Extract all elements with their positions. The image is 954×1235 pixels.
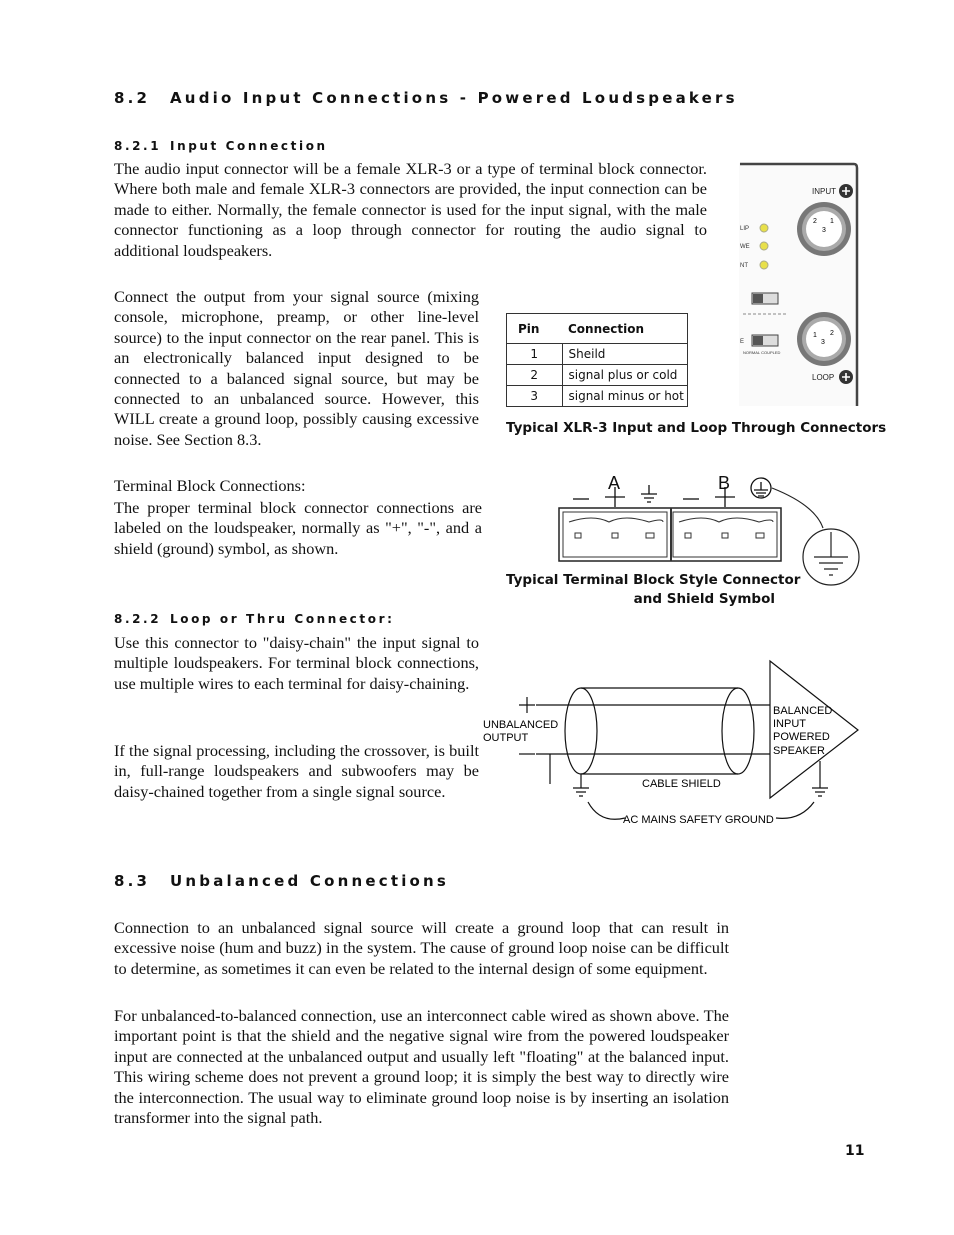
subsection-heading-8-2-1 — [114, 139, 328, 153]
pin-table-header — [507, 314, 688, 344]
plus-symbol — [519, 697, 535, 713]
terminal-paragraph: The proper terminal block connector connections are labeled on the loudspeaker, normally as "+", "-", and a shield (ground) symbol, as shown. — [114, 498, 482, 558]
table-row — [507, 344, 688, 365]
section-number: 8.3 — [114, 872, 151, 890]
connection-header: Connection — [562, 314, 688, 344]
balanced-input-label: BALANCED — [773, 705, 833, 717]
rear-panel-illustration — [738, 162, 860, 408]
led-label: NT — [740, 263, 748, 269]
pin-number: 2 — [830, 330, 834, 337]
subsection-title: Input Connection — [170, 139, 328, 153]
subsection-heading-8-2-2 — [114, 612, 395, 626]
status-led — [760, 261, 768, 269]
loop-thru-paragraph: Use this connector to "daisy-chain" the input signal to multiple loudspeakers. For terminal block connections, use multiple wires to each terminal for daisy-chaining. — [114, 633, 479, 693]
led-label: LIP — [740, 226, 750, 232]
balanced-input-label: SPEAKER — [773, 745, 825, 757]
label-b: B — [718, 473, 731, 493]
ground-icon — [812, 784, 828, 796]
cable-shield — [565, 688, 754, 774]
xlr-caption: Typical XLR-3 Input and Loop Through Connectors — [506, 420, 887, 436]
unbalanced-to-balanced-paragraph: For unbalanced-to-balanced connection, use an interconnect cable wired as shown above. The important point is that the shield and the negative signal wire from the powered loudspeaker input are connected at the unbalanced output and usually left "floating" at the balanced input. This wiring scheme does not prevent a ground loop; it is simply the best way to directly wire the interconnection. The usual way to eliminate ground loop noise is by inserting an isolation transformer into the signal path. — [114, 1006, 729, 1128]
unbalanced-output-label: UNBALANCED — [483, 719, 559, 731]
switch-label: NORMAL COUPLED — [743, 350, 781, 355]
daisy-chain-paragraph: If the signal processing, including the crossover, is built in, full-range loudspeakers and subwoofers may be daisy-chained together from a single signal source. — [114, 741, 479, 801]
pin-number: 1 — [830, 218, 834, 225]
pin-cell: 1 — [507, 344, 563, 365]
svg-text:E: E — [740, 339, 745, 345]
page-number: 11 — [845, 1143, 865, 1159]
connection-cell: signal plus or cold — [562, 365, 688, 386]
label-a: A — [608, 473, 621, 493]
pin-number: 1 — [813, 332, 817, 339]
terminal-caption-line1: Typical Terminal Block Style Connector — [506, 572, 801, 588]
unbalanced-output-label: OUTPUT — [483, 732, 529, 744]
led-label: WE — [740, 244, 750, 250]
section-heading-8-2 — [114, 89, 738, 107]
subsection-number: 8.2.1 — [114, 139, 162, 153]
section-title: Audio Input Connections - Powered Loudspeakers — [170, 89, 738, 107]
terminal-connector-body — [559, 508, 781, 561]
terminal-heading: Terminal Block Connections: — [114, 476, 306, 495]
loop-plus-icon — [839, 370, 853, 384]
earth-ground-icon — [803, 529, 859, 585]
table-row — [507, 365, 688, 386]
pin-number: 3 — [821, 339, 825, 346]
pin-number: 2 — [813, 218, 817, 225]
status-led — [760, 242, 768, 250]
ground-icon — [573, 784, 589, 796]
section-title: Unbalanced Connections — [170, 872, 450, 890]
signal-source-paragraph: Connect the output from your signal source (mixing console, microphone, preamp, or other line-level source) to the input connector on the rear panel. This is an electronically balanced input designed to be connected to a balanced signal source, but may be connected to an unbalanced source. However, this WILL create a ground loop, possibly causing excessive noise. See Section 8.3. — [114, 287, 479, 449]
section-number: 8.2 — [114, 89, 151, 107]
input-xlr-connector — [797, 202, 851, 256]
ground-loop-paragraph: Connection to an unbalanced signal source will create a ground loop that can result in excessive noise (hum and buzz) in the system. The cause of ground loop noise can be difficult to determine, as sometimes it can even be related to the internal design of some equipment. — [114, 918, 729, 978]
table-row — [507, 386, 688, 407]
pin-header: Pin — [507, 314, 563, 344]
status-led — [760, 224, 768, 232]
leader-line — [588, 802, 625, 819]
balanced-input-label: INPUT — [773, 718, 806, 730]
balanced-input-label: POWERED — [773, 731, 830, 743]
pin-table — [506, 313, 688, 407]
pin-cell: 3 — [507, 386, 563, 407]
terminal-caption — [506, 571, 801, 609]
terminal-caption-line2: and Shield Symbol — [633, 591, 775, 607]
safety-ground-label: AC MAINS SAFETY GROUND — [623, 814, 774, 826]
shield-ground-icon — [751, 478, 771, 498]
loop-xlr-connector — [797, 312, 851, 366]
input-plus-icon — [839, 184, 853, 198]
subsection-number: 8.2.2 — [114, 612, 162, 626]
pin-number: 3 — [822, 227, 826, 234]
leader-line — [776, 802, 814, 818]
connection-cell: signal minus or hot — [562, 386, 688, 407]
input-connection-paragraph: The audio input connector will be a female XLR-3 or a type of terminal block connector. Where both male and female XLR-3 connectors are provided, the input connection can be made to either. Normally, the female connector is used for the input signal, with the male connector functioning as a loop through connector for routing the audio signal to additional loudspeakers. — [114, 159, 707, 260]
ground-icon — [641, 485, 657, 502]
input-label: INPUT — [812, 187, 836, 196]
pin-cell: 2 — [507, 365, 563, 386]
loop-label: LOOP — [812, 373, 835, 382]
cable-shield-label: CABLE SHIELD — [642, 778, 721, 790]
subsection-title: Loop or Thru Connector: — [170, 612, 395, 626]
connection-cell: Sheild — [562, 344, 688, 365]
section-heading-8-3 — [114, 872, 449, 890]
unbalanced-wiring-diagram — [480, 656, 865, 830]
